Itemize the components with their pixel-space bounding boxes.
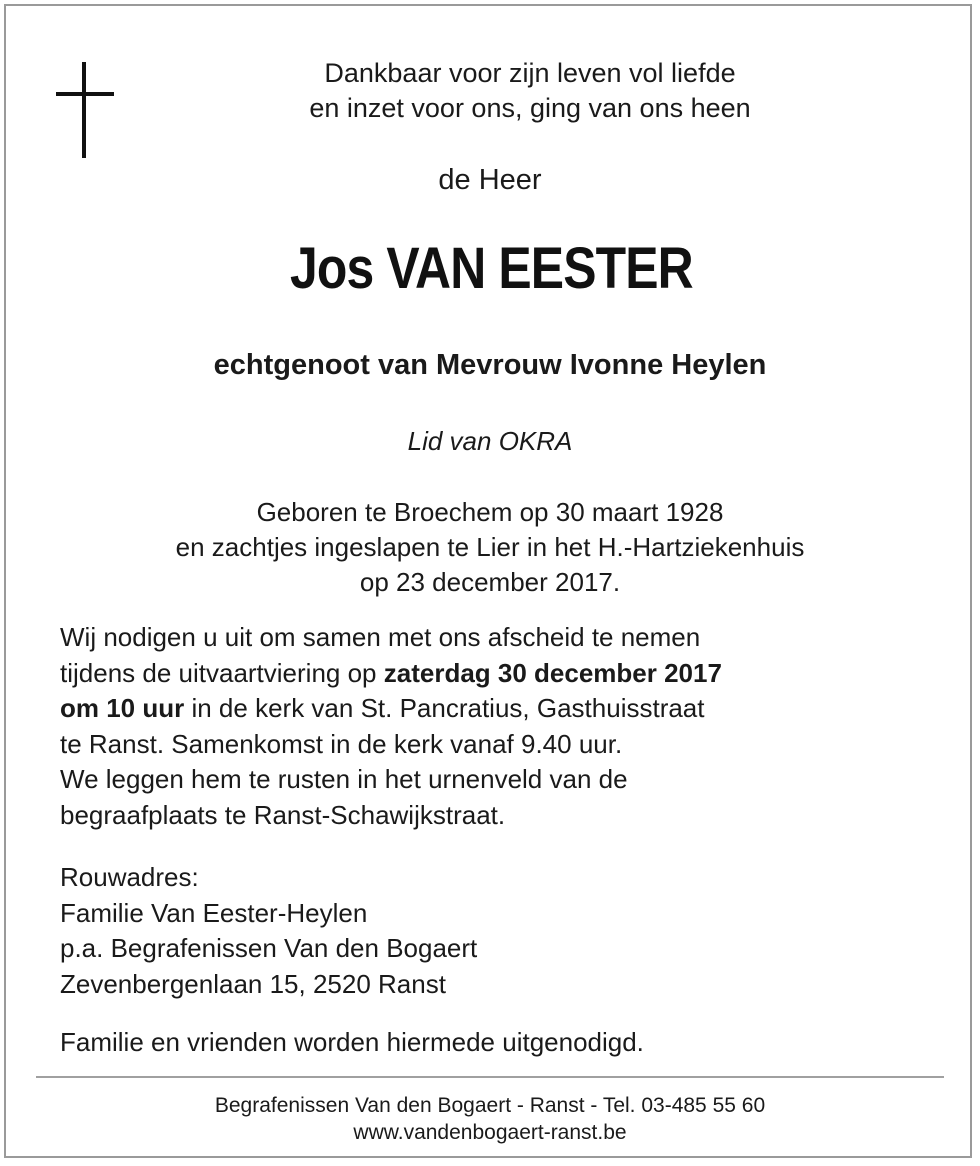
invitation-line	[60, 691, 940, 727]
footer	[0, 1092, 980, 1146]
divider	[36, 1076, 944, 1078]
invitation-line: te Ranst. Samenkomst in de kerk vanaf 9.40 uur.	[60, 728, 623, 759]
death-line: en zachtjes ingeslapen te Lier in het H.-Hartziekenhuis	[175, 532, 805, 562]
title-prefix: de Heer	[438, 164, 542, 196]
invitation-line: We leggen hem te rusten in het urnenveld van de	[60, 764, 628, 794]
address-line: Familie Van Eester-Heylen	[60, 897, 368, 928]
invitation-line	[60, 656, 940, 692]
birth-death-text	[0, 495, 980, 600]
invitation-line: begraafplaats te Ranst-Schawijkstraat.	[60, 799, 506, 830]
address-label: Rouwadres:	[60, 862, 199, 892]
intro-line: en inzet voor ons, ging van ons heen	[309, 93, 751, 123]
spouse-line: echtgenoot van Mevrouw Ivonne Heylen	[213, 349, 767, 381]
intro-text	[40, 56, 980, 126]
mourning-address	[60, 860, 940, 1002]
death-date-line: op 23 december 2017.	[359, 567, 621, 597]
closing-line: Familie en vrienden worden hiermede uitgenodigd.	[60, 1027, 644, 1057]
footer-website-link[interactable]: www.vandenbogaert-ranst.be	[353, 1121, 627, 1144]
membership-line: Lid van OKRA	[407, 426, 573, 456]
invitation-text	[60, 620, 940, 833]
invitation-line: Wij nodigen u uit om samen met ons afscheid te nemen	[60, 622, 701, 652]
footer-contact: Begrafenissen Van den Bogaert - Ranst - Tel. 03-485 55 60	[214, 1094, 766, 1117]
address-line: p.a. Begrafenissen Van den Bogaert	[60, 933, 478, 963]
intro-line: Dankbaar voor zijn leven vol liefde	[324, 58, 736, 88]
address-line: Zevenbergenlaan 15, 2520 Ranst	[60, 968, 446, 999]
invitation-text-part: tijdens de uitvaartviering op	[60, 657, 384, 688]
deceased-name: Jos VAN EESTER	[289, 236, 693, 301]
funeral-date: zaterdag 30 december 2017	[383, 657, 722, 688]
invitation-text-part: in de kerk van St. Pancratius, Gasthuisstraat	[184, 693, 705, 723]
birth-line: Geboren te Broechem op 30 maart 1928	[256, 497, 724, 527]
funeral-time: om 10 uur	[60, 693, 185, 723]
